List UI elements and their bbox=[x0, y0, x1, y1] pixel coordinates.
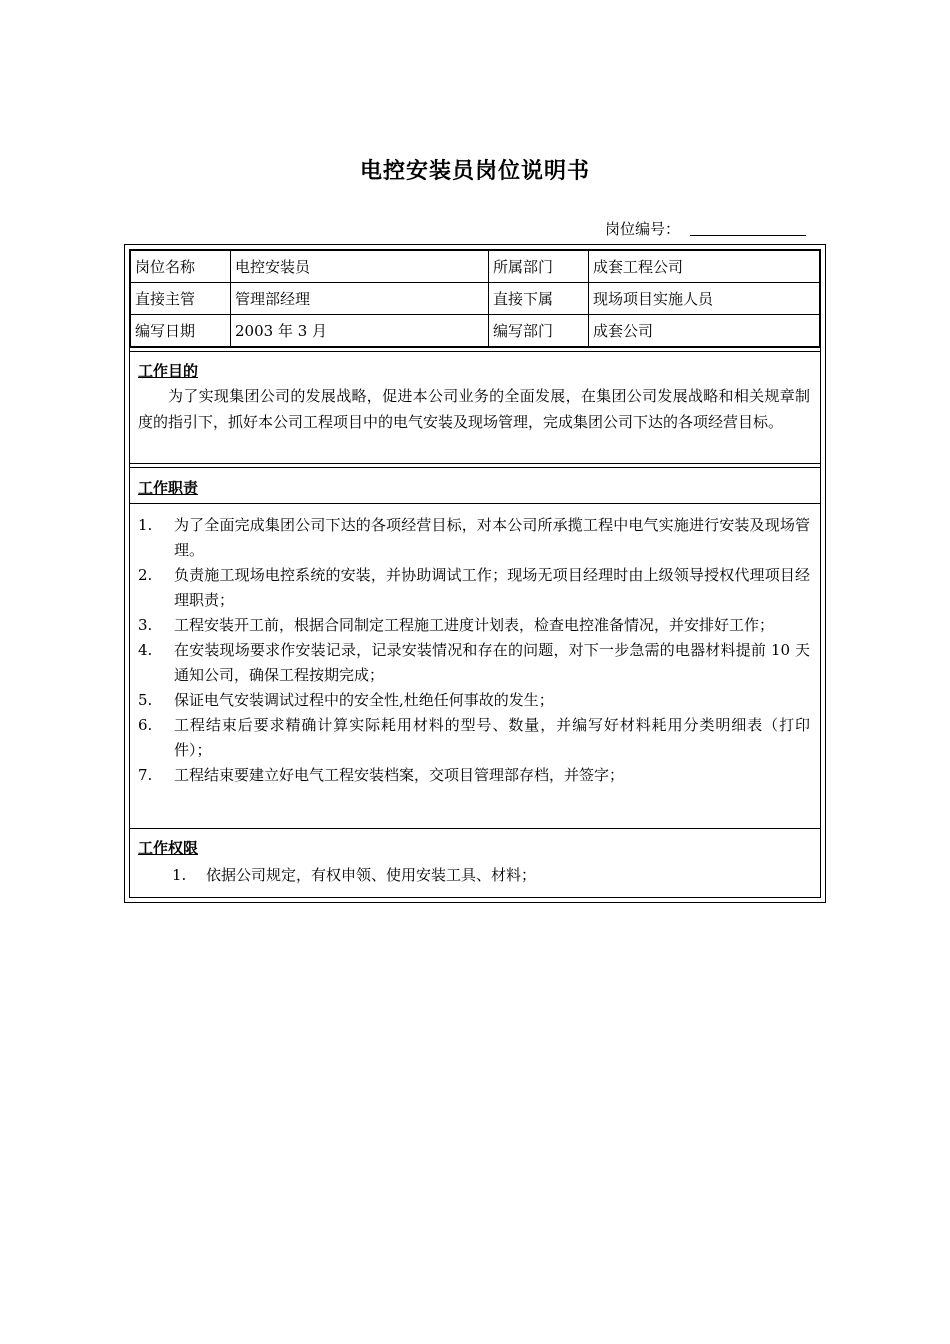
authority-heading: 工作权限 bbox=[138, 839, 199, 857]
post-number-label: 岗位编号： bbox=[605, 220, 681, 238]
list-item: 3. 工程安装开工前，根据合同制定工程施工进度计划表，检查电控准备情况，并安排好工作； bbox=[138, 616, 775, 634]
list-item: 7. 工程结束要建立好电气工程安装档案，交项目管理部存档，并签字； bbox=[138, 766, 625, 784]
info-label: 编写日期 bbox=[131, 315, 231, 347]
info-label: 编写部门 bbox=[489, 315, 589, 347]
section-divider bbox=[130, 351, 820, 352]
post-number-blank bbox=[690, 235, 806, 236]
section-divider bbox=[130, 467, 820, 468]
list-item: 2. 负责施工现场电控系统的安装，并协助调试工作；现场无项目经理时由上级领导授权代理项目经理职责； bbox=[138, 566, 810, 609]
table-row bbox=[131, 251, 820, 283]
info-label: 直接下属 bbox=[489, 283, 589, 315]
info-value: 电控安装员 bbox=[231, 251, 489, 283]
info-value: 成套公司 bbox=[589, 315, 820, 347]
job-description-frame bbox=[124, 244, 826, 903]
list-item: 5. 保证电气安装调试过程中的安全性,杜绝任何事故的发生； bbox=[138, 691, 554, 709]
list-item: 4. 在安装现场要求作安装记录，记录安装情况和存在的问题，对下一步急需的电器材料提前 10 天通知公司，确保工程按期完成； bbox=[138, 641, 810, 684]
purpose-heading: 工作目的 bbox=[138, 362, 199, 380]
section-divider bbox=[130, 463, 820, 464]
section-divider bbox=[130, 828, 820, 829]
page-title: 电控安装员岗位说明书 bbox=[359, 159, 590, 184]
list-item: 6. 工程结束后要求精确计算实际耗用材料的型号、数量，并编写好材料耗用分类明细表（打印件）； bbox=[138, 716, 810, 759]
info-label: 岗位名称 bbox=[131, 251, 231, 283]
info-value: 成套工程公司 bbox=[589, 251, 820, 283]
info-table bbox=[130, 250, 820, 347]
info-value: 2003 年 3 月 bbox=[231, 315, 489, 347]
duties-heading: 工作职责 bbox=[138, 479, 199, 497]
info-value: 管理部经理 bbox=[231, 283, 489, 315]
purpose-text: 为了实现集团公司的发展战略，促进本公司业务的全面发展，在集团公司发展战略和相关规章制度的指引下，抓好本公司工程项目中的电气安装及现场管理，完成集团公司下达的各项经营目标。 bbox=[138, 387, 810, 431]
table-row bbox=[131, 283, 820, 315]
section-divider bbox=[130, 503, 820, 504]
list-item: 1. 依据公司规定，有权申领、使用安装工具、材料； bbox=[172, 866, 537, 884]
list-item: 1. 为了全面完成集团公司下达的各项经营目标，对本公司所承揽工程中电气实施进行安装及现场管理。 bbox=[138, 516, 810, 559]
section-divider bbox=[130, 347, 820, 348]
table-row bbox=[131, 315, 820, 347]
info-label: 所属部门 bbox=[489, 251, 589, 283]
info-value: 现场项目实施人员 bbox=[589, 283, 820, 315]
info-label: 直接主管 bbox=[131, 283, 231, 315]
job-description-body bbox=[129, 249, 821, 898]
duties-list bbox=[138, 513, 810, 788]
